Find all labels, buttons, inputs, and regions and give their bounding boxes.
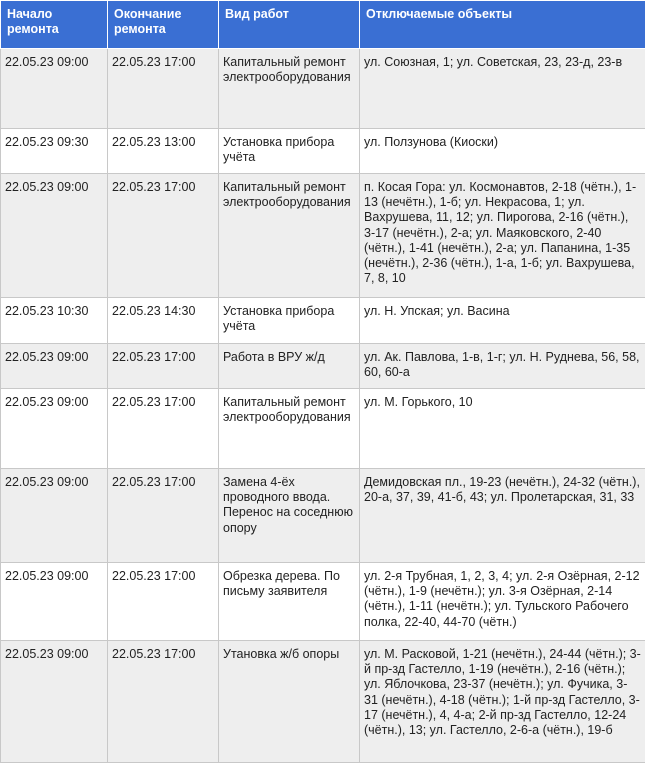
header-end: Окончание ремонта (108, 1, 219, 49)
cell-work: Установка прибора учёта (219, 129, 360, 174)
cell-start: 22.05.23 09:00 (1, 174, 108, 298)
cell-work: Установка прибора учёта (219, 298, 360, 344)
cell-end: 22.05.23 17:00 (108, 344, 219, 389)
cell-start: 22.05.23 09:00 (1, 389, 108, 469)
cell-work: Капитальный ремонт электрооборудования (219, 389, 360, 469)
table-row (1, 641, 645, 763)
table-row (1, 344, 645, 389)
table-row (1, 49, 645, 129)
cell-work: Обрезка дерева. По письму заявителя (219, 563, 360, 641)
table-row (1, 129, 645, 174)
header-objects: Отключаемые объекты (360, 1, 645, 49)
cell-start: 22.05.23 09:00 (1, 344, 108, 389)
cell-objects: ул. Союзная, 1; ул. Советская, 23, 23-д, 23-в (360, 49, 645, 129)
cell-objects: ул. Н. Упская; ул. Васина (360, 298, 645, 344)
cell-objects: ул. Ак. Павлова, 1-в, 1-г; ул. Н. Руднева, 56, 58, 60, 60-а (360, 344, 645, 389)
cell-objects: ул. М. Горького, 10 (360, 389, 645, 469)
cell-objects: ул. Ползунова (Киоски) (360, 129, 645, 174)
cell-start: 22.05.23 09:00 (1, 469, 108, 563)
header-row (1, 1, 645, 49)
cell-objects: Демидовская пл., 19-23 (нечётн.), 24-32 (чётн.), 20-а, 37, 39, 41-б, 43; ул. Пролетарская, 31, 33 (360, 469, 645, 563)
cell-start: 22.05.23 09:00 (1, 49, 108, 129)
cell-end: 22.05.23 17:00 (108, 174, 219, 298)
cell-work: Капитальный ремонт электрооборудования (219, 174, 360, 298)
table-row (1, 389, 645, 469)
table-row (1, 563, 645, 641)
cell-work: Утановка ж/б опоры (219, 641, 360, 763)
cell-objects: ул. 2-я Трубная, 1, 2, 3, 4; ул. 2-я Озёрная, 2-12 (чётн.), 1-9 (нечётн.); ул. 3-я Озёрная, 2-14 (чётн.), 1-11 (нечётн.); ул. Тульского Рабочего полка, 22-40, 44-70 (чётн.) (360, 563, 645, 641)
table-row (1, 469, 645, 563)
cell-end: 22.05.23 17:00 (108, 641, 219, 763)
table-row (1, 298, 645, 344)
table-row (1, 174, 645, 298)
cell-work: Работа в ВРУ ж/д (219, 344, 360, 389)
header-work-type: Вид работ (219, 1, 360, 49)
cell-end: 22.05.23 17:00 (108, 49, 219, 129)
cell-work: Капитальный ремонт электрооборудования (219, 49, 360, 129)
cell-objects: п. Косая Гора: ул. Космонавтов, 2-18 (чётн.), 1-13 (нечётн.), 1-б; ул. Некрасова, 1; ул. Вахрушева, 11, 12; ул. Пирогова, 2-16 (чётн.), 3-17 (нечётн.), 2-а; ул. Маяковского, 2-40 (чётн.), 1-41 (нечётн.), 2-а; ул. Папанина, 1-35 (нечётн.), 2-36 (чётн.), 1-а, 1-б; ул. Вахрушева, 7, 8, 10 (360, 174, 645, 298)
cell-start: 22.05.23 09:30 (1, 129, 108, 174)
cell-work: Замена 4-ёх проводного ввода. Перенос на соседнюю опору (219, 469, 360, 563)
cell-end: 22.05.23 17:00 (108, 389, 219, 469)
cell-start: 22.05.23 09:00 (1, 563, 108, 641)
cell-start: 22.05.23 10:30 (1, 298, 108, 344)
cell-objects: ул. М. Расковой, 1-21 (нечётн.), 24-44 (чётн.); 3-й пр-зд Гастелло, 1-19 (нечётн.), 2-16 (чётн.); ул. Яблочкова, 23-37 (нечётн.); ул. Фучика, 3-31 (нечётн.), 4-18 (чётн.); 1-й пр-зд Гастелло, 3-17 (нечётн.), 4, 4-а; 2-й пр-зд Гастелло, 12-24 (чётн.), 13; ул. Гастелло, 2-6-а (чётн.), 19-б (360, 641, 645, 763)
header-start: Начало ремонта (1, 1, 108, 49)
cell-end: 22.05.23 14:30 (108, 298, 219, 344)
cell-end: 22.05.23 17:00 (108, 563, 219, 641)
cell-end: 22.05.23 17:00 (108, 469, 219, 563)
cell-start: 22.05.23 09:00 (1, 641, 108, 763)
cell-end: 22.05.23 13:00 (108, 129, 219, 174)
